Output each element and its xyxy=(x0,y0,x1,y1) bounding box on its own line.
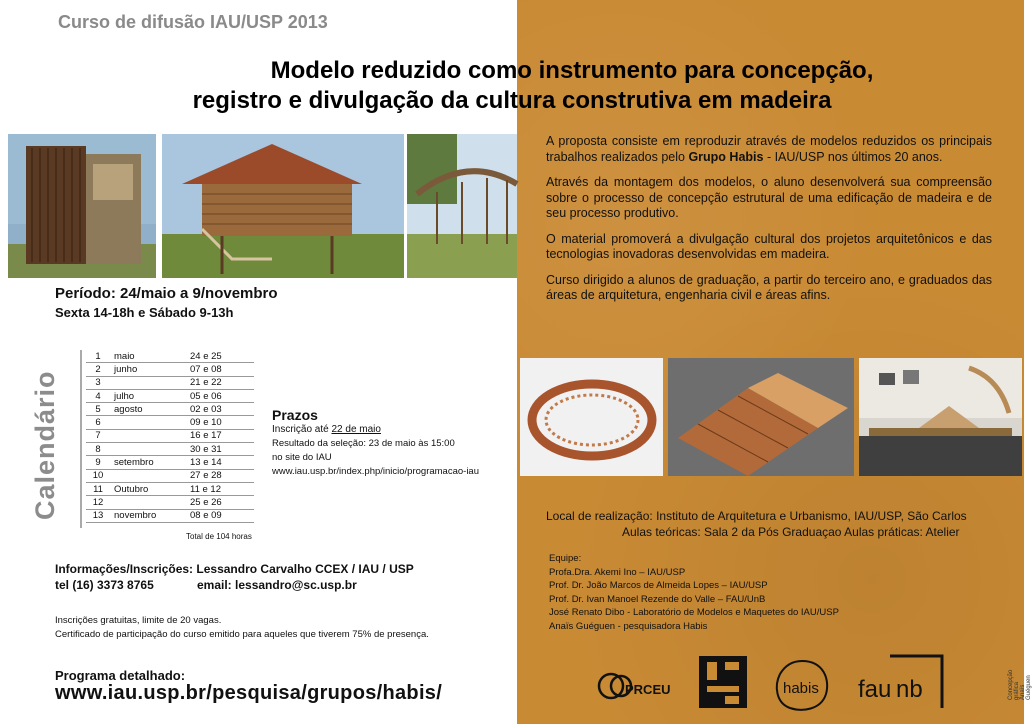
calendar-table xyxy=(86,350,254,523)
calendar-row xyxy=(86,509,254,522)
program-url[interactable]: www.iau.usp.br/pesquisa/grupos/habis/ xyxy=(55,682,443,704)
contact-phone: tel (16) 3373 8765 xyxy=(55,578,154,592)
faunb-logo xyxy=(858,654,946,710)
calendar-row-days: 16 e 17 xyxy=(186,429,254,442)
local-line-1: Local de realização: Instituto de Arquitetura e Urbanismo, IAU/USP, São Carlos xyxy=(546,509,967,523)
calendar-row-days: 24 e 25 xyxy=(186,350,254,363)
calendar-row-month: Outubro xyxy=(110,482,186,495)
photo-stilt-house xyxy=(162,134,404,278)
habis-logo-text: habis xyxy=(783,680,819,697)
calendar-row xyxy=(86,363,254,376)
calendar-row-days: 07 e 08 xyxy=(186,363,254,376)
calendar-row-month: setembro xyxy=(110,456,186,469)
faunb-logo-text-nb: nb xyxy=(896,676,923,703)
calendar-row xyxy=(86,443,254,456)
intro-paragraph-2: Através da montagem dos modelos, o aluno desenvolverá sua compreensão sobre o processo de concepção estrutural de uma edificação de madeira e de seu processo produtivo. xyxy=(546,175,992,220)
calendar-row xyxy=(86,456,254,469)
photo-model-roof xyxy=(668,358,854,476)
prazos-url[interactable]: www.iau.usp.br/index.php/inicio/programacao-iau xyxy=(272,466,480,477)
calendar-row-number: 9 xyxy=(86,456,110,469)
habis-logo xyxy=(772,658,832,714)
calendar-row-number: 12 xyxy=(86,496,110,509)
design-credit: Concepção gráfica Anaïs Guéguen xyxy=(1008,669,1032,700)
calendar-row xyxy=(86,416,254,429)
calendar-row-month: junho xyxy=(110,363,186,376)
course-label: Curso de difusão IAU/USP 2013 xyxy=(58,12,328,32)
contact-email[interactable]: email: lessandro@sc.usp.br xyxy=(197,578,357,592)
prceu-logo xyxy=(597,668,683,704)
calendar-row-month xyxy=(110,429,186,442)
intro-paragraph-4: Curso dirigido a alunos de graduação, a partir do terceiro ano, e graduados das áreas de arquitetura, engenharia civil e áreas afins. xyxy=(546,272,992,302)
calendar-row xyxy=(86,482,254,495)
calendar-row-month: agosto xyxy=(110,403,186,416)
calendar-row-days: 13 e 14 xyxy=(186,456,254,469)
calendar-row-days: 08 e 09 xyxy=(186,509,254,522)
calendar-row xyxy=(86,496,254,509)
photo-model-exhibit xyxy=(859,358,1022,476)
calendar-row-month xyxy=(110,496,186,509)
calendar-row-days: 27 e 28 xyxy=(186,469,254,482)
faunb-logo-text-fau: fau xyxy=(858,676,892,703)
calendar-row-month xyxy=(110,469,186,482)
notes-line-2: Certificado de participação do curso emitido para aqueles que tiverem 75% de presença. xyxy=(55,629,429,640)
prazos-site: no site do IAU xyxy=(272,452,332,463)
local-line-2: Aulas teóricas: Sala 2 da Pós Graduaçao Aulas práticas: Atelier xyxy=(622,525,960,539)
calendar-row-days: 11 e 12 xyxy=(186,482,254,495)
photo-tower-house xyxy=(8,134,156,278)
calendar-row-number: 6 xyxy=(86,416,110,429)
calendar-row-number: 7 xyxy=(86,429,110,442)
photo-pavilion xyxy=(407,134,517,278)
period-schedule: Sexta 14-18h e Sábado 9-13h xyxy=(55,305,234,320)
team-member: José Renato Dibo - Laboratório de Modelos e Maquetes do IAU/USP xyxy=(549,607,839,618)
calendar-row-number: 11 xyxy=(86,482,110,495)
calendar-row-month: julho xyxy=(110,389,186,402)
calendar-row-number: 4 xyxy=(86,389,110,402)
team-member: Prof. Dr. João Marcos de Almeida Lopes – IAU/USP xyxy=(549,580,768,591)
prazos-resultado: Resultado da seleção: 23 de maio às 15:00 xyxy=(272,438,455,449)
calendar-row-number: 13 xyxy=(86,509,110,522)
calendar-row-days: 21 e 22 xyxy=(186,376,254,389)
photo-model-ring xyxy=(520,358,663,476)
team-title: Equipe: xyxy=(549,553,582,564)
calendar-divider xyxy=(80,350,82,528)
calendar-row-days: 05 e 06 xyxy=(186,389,254,402)
calendar-label: Calendário xyxy=(30,370,60,520)
calendar-row xyxy=(86,469,254,482)
team-member: Anaïs Guéguen - pesquisadora Habis xyxy=(549,620,708,632)
calendar-row-month xyxy=(110,443,186,456)
program-label: Programa detalhado: xyxy=(55,668,186,683)
calendar-row-days: 09 e 10 xyxy=(186,416,254,429)
iau-logo xyxy=(699,656,747,708)
calendar-row-number: 8 xyxy=(86,443,110,456)
intro-paragraph-1: A proposta consiste em reproduzir através de modelos reduzidos os principais trabalhos realizados pelo Grupo Habis - IAU/USP nos últimos 20 anos. xyxy=(546,134,992,164)
calendar-row-days: 25 e 26 xyxy=(186,496,254,509)
calendar-row-month: maio xyxy=(110,350,186,363)
calendar-row xyxy=(86,403,254,416)
calendar-row xyxy=(86,376,254,389)
calendar-row-days: 30 e 31 xyxy=(186,443,254,456)
team-member: Prof. Dr. Ivan Manoel Rezende do Valle – FAU/UnB xyxy=(549,593,766,605)
calendar-row-number: 2 xyxy=(86,363,110,376)
local-info xyxy=(546,508,967,540)
calendar-row-number: 10 xyxy=(86,469,110,482)
calendar-row xyxy=(86,350,254,363)
prazos-title: Prazos xyxy=(272,407,318,423)
calendar-row-number: 1 xyxy=(86,350,110,363)
team-member: Profa.Dra. Akemi Ino – IAU/USP xyxy=(549,566,686,578)
team-block xyxy=(549,552,839,633)
notes-line-1: Inscrições gratuitas, limite de 20 vagas. xyxy=(55,615,222,626)
calendar-row-month xyxy=(110,416,186,429)
calendar-row-month xyxy=(110,376,186,389)
period-dates: Período: 24/maio a 9/novembro xyxy=(55,285,278,302)
intro-text xyxy=(546,134,992,314)
calendar-row xyxy=(86,429,254,442)
calendar-total: Total de 104 horas xyxy=(186,532,252,541)
title-line-2: registro e divulgação da cultura construtiva em madeira xyxy=(192,87,832,114)
calendar-row-days: 02 e 03 xyxy=(186,403,254,416)
calendar-row-number: 5 xyxy=(86,403,110,416)
calendar-row-month: novembro xyxy=(110,509,186,522)
prceu-logo-text: PRCEU xyxy=(625,682,671,697)
intro-paragraph-3: O material promoverá a divulgação cultural dos projetos arquitetônicos e das tecnologias inovadoras desenvolvidas em madeira. xyxy=(546,231,992,261)
title-line-1: Modelo reduzido como instrumento para concepção, xyxy=(270,57,874,84)
prazos-inscricao: Inscrição até 22 de maio xyxy=(272,424,381,435)
calendar-row xyxy=(86,389,254,402)
contact-info: Informações/Inscrições: Lessandro Carvalho CCEX / IAU / USP xyxy=(55,562,414,576)
calendar-row-number: 3 xyxy=(86,376,110,389)
